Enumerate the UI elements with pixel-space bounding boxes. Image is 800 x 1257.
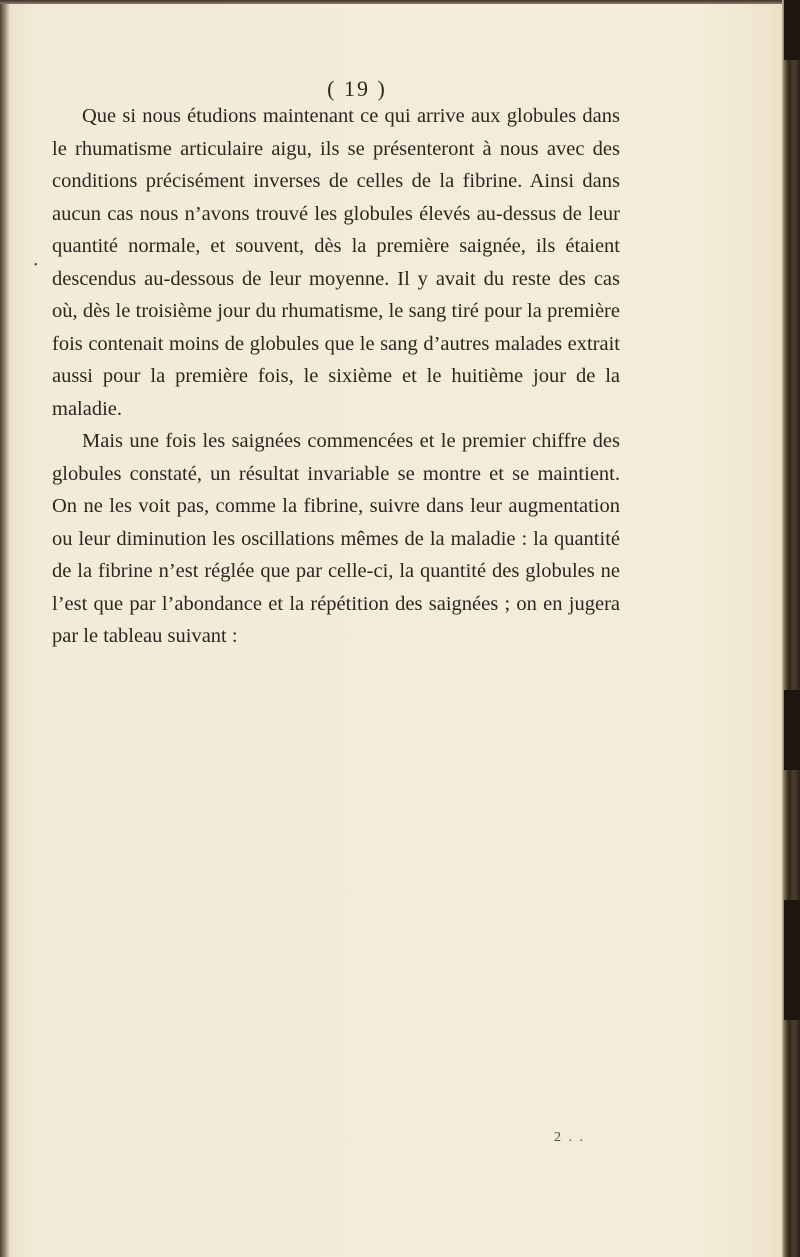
signature-mark: 2 . . [554, 1130, 585, 1145]
edge-dark-band [784, 900, 800, 1020]
edge-dark-band [784, 690, 800, 770]
book-edge [782, 0, 800, 1257]
paragraph: Que si nous étudions maintenant ce qui arrive aux globules dans le rhumatisme articulaire aigu, ils se présenteront à nous avec des conditions précisément inverses de celles de la fibrine. Ainsi dans aucun cas nous n’avons trouvé les globules élevés au-dessus de leur quantité normale, et souvent, dès la première saignée, ils étaient descendus au-dessous de leur moyenne. Il y avait du reste des cas où, dès le troisième jour du rhumatisme, le sang tiré pour la première fois contenait moins de globules que le sang d’autres malades extrait aussi pour la première fois, le sixième et le huitième jour de la maladie. [52, 105, 620, 420]
body-text [52, 100, 620, 653]
edge-dark-band [784, 0, 800, 60]
page-number: ( 19 ) [327, 76, 387, 101]
margin-mark: • [34, 260, 38, 271]
paragraph: Mais une fois les saignées commencées et le premier chiffre des globules constaté, un résultat invariable se montre et se maintient. On ne les voit pas, comme la fibrine, suivre dans leur augmentation ou leur diminution les oscillations mêmes de la maladie : la quantité de la fibrine n’est réglée que par celle-ci, la quantité des globules ne l’est que par l’abondance et la répétition des saignées ; on en jugera par le tableau suivant : [52, 430, 620, 647]
page-top-edge [0, 0, 790, 4]
